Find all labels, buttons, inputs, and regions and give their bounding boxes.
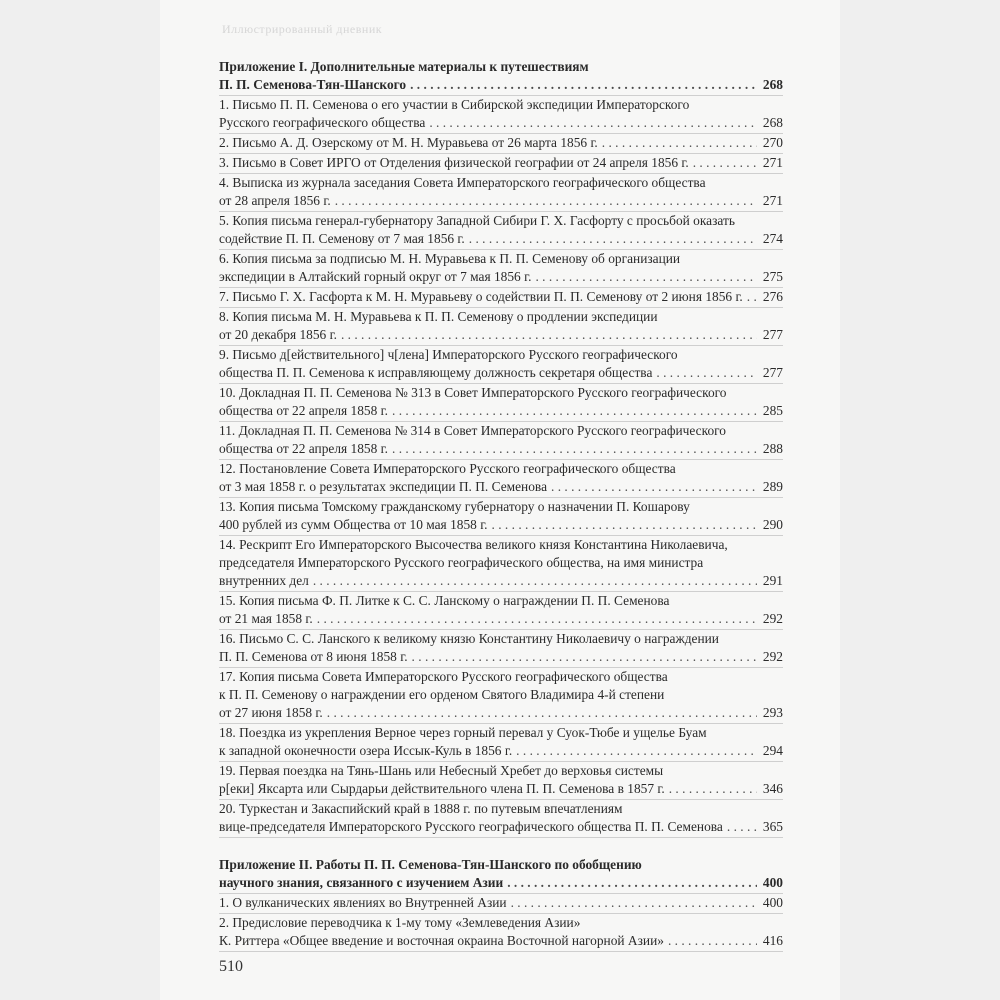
toc-entry[interactable]: [219, 174, 783, 212]
leader-dots: [516, 742, 757, 760]
page-ref: 268: [762, 77, 783, 92]
entry-text: 19. Первая поездка на Тянь-Шань или Небесный Хребет до верховья системы: [219, 763, 664, 778]
entry-text: П. П. Семенова от 8 июня 1858 г.: [219, 649, 408, 664]
entry-text: содействие П. П. Семенову от 7 мая 1856 г.: [219, 231, 465, 246]
toc-entry[interactable]: [219, 134, 783, 154]
entry-text: К. Риттера «Общее введение и восточная окраина Восточной нагорной Азии»: [219, 933, 664, 948]
entry-text: 1. Письмо П. П. Семенова о его участии в Сибирской экспедиции Императорского: [219, 97, 690, 112]
page-ref: 346: [762, 781, 783, 796]
toc-entry[interactable]: [219, 894, 783, 914]
page-ref: 290: [762, 517, 783, 532]
page-ref: 277: [762, 365, 783, 380]
page-ref: 275: [762, 269, 783, 284]
entry-text: от 21 мая 1858 г.: [219, 611, 313, 626]
leader-dots: [392, 440, 757, 458]
entry-text: экспедиции в Алтайский горный округ от 7 мая 1856 г.: [219, 269, 532, 284]
entry-text: 2. Письмо А. Д. Озерскому от М. Н. Муравьева от 26 марта 1856 г.: [219, 135, 598, 150]
leader-dots: [535, 268, 757, 286]
entry-text: 4. Выписка из журнала заседания Совета Императорского географического общества: [219, 175, 706, 190]
page-ref: 271: [762, 155, 783, 170]
page-ref: 400: [762, 875, 783, 890]
page-ref: 292: [762, 649, 783, 664]
toc-entry[interactable]: [219, 460, 783, 498]
toc-entry[interactable]: [219, 288, 783, 308]
entry-text: 18. Поездка из укрепления Верное через горный перевал у Суок-Тюбе и ущелье Буам: [219, 725, 707, 740]
leader-dots: [317, 610, 757, 628]
toc-entry[interactable]: [219, 308, 783, 346]
table-of-contents: [219, 58, 783, 970]
toc-section: [219, 856, 783, 952]
entry-text: от 27 июня 1858 г.: [219, 705, 323, 720]
entry-text: 11. Докладная П. П. Семенова № 314 в Совет Императорского Русского географического: [219, 423, 726, 438]
entry-text: 10. Докладная П. П. Семенова № 313 в Совет Императорского Русского географического: [219, 385, 727, 400]
toc-entry[interactable]: [219, 536, 783, 592]
leader-dots: [412, 648, 757, 666]
page-ref: 292: [762, 611, 783, 626]
leader-dots: [602, 134, 757, 152]
entry-text: 9. Письмо д[ействительного] ч[лена] Императорского Русского географического: [219, 347, 678, 362]
page-number: 510: [219, 958, 243, 975]
leader-dots: [747, 288, 757, 306]
section-title-line: Приложение II. Работы П. П. Семенова-Тян-Шанского по обобщению: [219, 857, 642, 872]
entry-text: 8. Копия письма М. Н. Муравьева к П. П. Семенову о продлении экспедиции: [219, 309, 658, 324]
leader-dots: [492, 516, 757, 534]
entry-text: 16. Письмо С. С. Ланского к великому князю Константину Николаевичу о награждении: [219, 631, 719, 646]
entry-text: от 20 декабря 1856 г.: [219, 327, 337, 342]
leader-dots: [656, 364, 757, 382]
entry-text: 13. Копия письма Томскому гражданскому губернатору о назначении П. Кошарову: [219, 499, 690, 514]
entry-text: 12. Постановление Совета Императорского Русского географического общества: [219, 461, 676, 476]
leader-dots: [551, 478, 757, 496]
entry-text: 20. Туркестан и Закаспийский край в 1888 г. по путевым впечатлениям: [219, 801, 623, 816]
entry-text: Русского географического общества: [219, 115, 426, 130]
entry-text: 400 рублей из сумм Общества от 10 мая 1858 г.: [219, 517, 488, 532]
section-title: [219, 58, 783, 96]
toc-entry[interactable]: [219, 346, 783, 384]
leader-dots: [469, 230, 757, 248]
toc-entry[interactable]: [219, 800, 783, 838]
entry-text: общества П. П. Семенова к исправляющему должность секретаря общества: [219, 365, 653, 380]
entry-text: 2. Предисловие переводчика к 1-му тому «Землеведения Азии»: [219, 915, 581, 930]
page-ref: 277: [762, 327, 783, 342]
section-title-line: П. П. Семенова-Тян-Шанского: [219, 77, 407, 92]
page-ref: 289: [762, 479, 783, 494]
bleed-through-header: Иллюстрированный дневник: [222, 22, 383, 36]
leader-dots: [410, 76, 757, 94]
leader-dots: [693, 154, 757, 172]
leader-dots: [511, 894, 757, 912]
page-ref: 416: [762, 933, 783, 948]
toc-entry[interactable]: [219, 154, 783, 174]
leader-dots: [668, 932, 757, 950]
toc-entry[interactable]: [219, 668, 783, 724]
entry-text: председателя Императорского Русского географического общества, на имя министра: [219, 555, 704, 570]
toc-entry[interactable]: [219, 762, 783, 800]
page-ref: 365: [762, 819, 783, 834]
entry-text: 17. Копия письма Совета Императорского Русского географического общества: [219, 669, 668, 684]
page-ref: 270: [762, 135, 783, 150]
leader-dots: [327, 704, 757, 722]
toc-section: [219, 58, 783, 838]
leader-dots: [429, 114, 757, 132]
page-ref: 285: [762, 403, 783, 418]
toc-entry[interactable]: [219, 384, 783, 422]
entry-text: 7. Письмо Г. Х. Гасфорта к М. Н. Муравьеву о содействии П. П. Семенову от 2 июня 1856 г.: [219, 289, 743, 304]
leader-dots: [669, 780, 757, 798]
leader-dots: [313, 572, 757, 590]
toc-entry[interactable]: [219, 724, 783, 762]
entry-text: общества от 22 апреля 1858 г.: [219, 441, 389, 456]
entry-text: 1. О вулканических явлениях во Внутренней Азии: [219, 895, 507, 910]
page-ref: 400: [762, 895, 783, 910]
toc-entry[interactable]: [219, 250, 783, 288]
page-ref: 294: [762, 743, 783, 758]
page-ref: 271: [762, 193, 783, 208]
entry-text: 3. Письмо в Совет ИРГО от Отделения физической географии от 24 апреля 1856 г.: [219, 155, 689, 170]
entry-text: общества от 22 апреля 1858 г.: [219, 403, 389, 418]
entry-text: к П. П. Семенову о награждении его орденом Святого Владимира 4-й степени: [219, 687, 665, 702]
toc-entry[interactable]: [219, 914, 783, 952]
toc-entry[interactable]: [219, 212, 783, 250]
section-title: [219, 856, 783, 894]
page-ref: 276: [762, 289, 783, 304]
leader-dots: [341, 326, 757, 344]
toc-entry[interactable]: [219, 498, 783, 536]
page-ref: 291: [762, 573, 783, 588]
entry-text: р[еки] Яксарта или Сырдарьи действительного члена П. П. Семенова в 1857 г.: [219, 781, 665, 796]
section-title-line: Приложение I. Дополнительные материалы к путешествиям: [219, 59, 589, 74]
entry-text: 6. Копия письма за подписью М. Н. Муравьева к П. П. Семенову об организации: [219, 251, 681, 266]
entry-text: внутренних дел: [219, 573, 309, 588]
entry-text: от 3 мая 1858 г. о результатах экспедиции П. П. Семенова: [219, 479, 548, 494]
toc-entry[interactable]: [219, 96, 783, 134]
leader-dots: [727, 818, 757, 836]
leader-dots: [392, 402, 757, 420]
toc-entry[interactable]: [219, 630, 783, 668]
page-ref: 288: [762, 441, 783, 456]
toc-entry[interactable]: [219, 422, 783, 460]
leader-dots: [335, 192, 757, 210]
entry-text: вице-председателя Императорского Русского географического общества П. П. Семенова: [219, 819, 723, 834]
page-ref: 293: [762, 705, 783, 720]
toc-entry[interactable]: [219, 592, 783, 630]
leader-dots: [507, 874, 757, 892]
page-ref: 274: [762, 231, 783, 246]
entry-text: 15. Копия письма Ф. П. Литке к С. С. Ланскому о награждении П. П. Семенова: [219, 593, 670, 608]
page-ref: 268: [762, 115, 783, 130]
section-title-line: научного знания, связанного с изучением Азии: [219, 875, 504, 890]
entry-text: к западной оконечности озера Иссык-Куль в 1856 г.: [219, 743, 513, 758]
entry-text: 5. Копия письма генерал-губернатору Западной Сибири Г. Х. Гасфорту с просьбой оказать: [219, 213, 735, 228]
entry-text: 14. Рескрипт Его Императорского Высочества великого князя Константина Николаевича,: [219, 537, 728, 552]
entry-text: от 28 апреля 1856 г.: [219, 193, 331, 208]
